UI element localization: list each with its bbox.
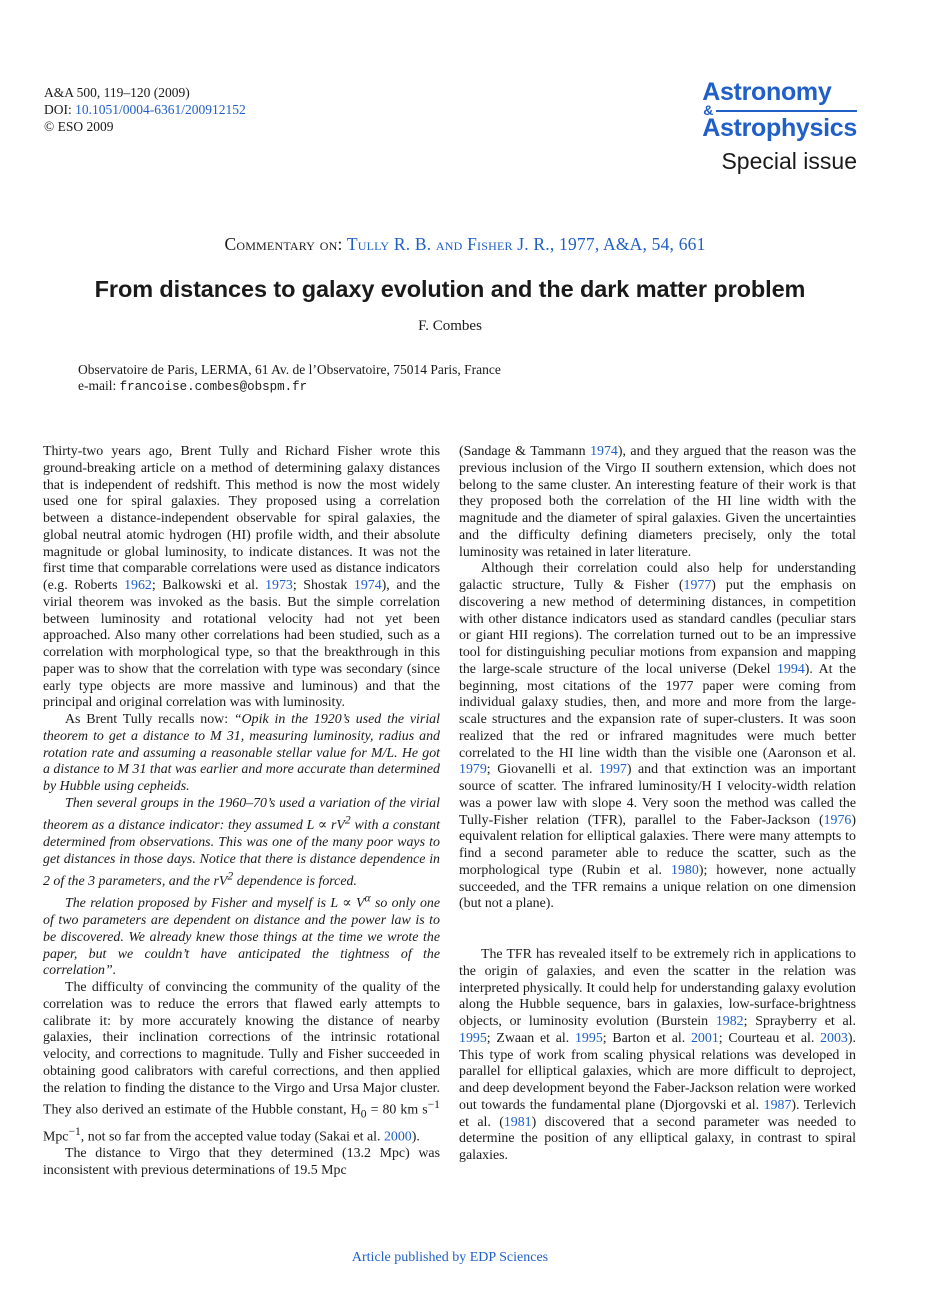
doi-label: DOI: bbox=[44, 102, 72, 117]
paragraph: Although their correlation could also help for understanding galactic structure, Tully & Fisher (1977) put the emphasis on discovering a new method of determining distances, in competition with other distance indicators used as standard candles (peculiar stars or giant HII regions). The correlation turned out to be an impressive tool for distinguishing peculiar motions from expansion and mapping the large-scale structure of the local universe (Dekel 1994). At the beginning, most citations of the 1977 paper were coming from individual galaxy studies, then, and more and more from the large-scale structures and the expansion rate of super-clusters. It was soon realized that the red or infrared magnitudes were much better correlated to the HI line width than the visible one (Aaronson et al. 1979; Giovanelli et al. 1997) and that extinction was an important source of scatter. The infrared luminosity/H I velocity-width relation was a power law with slope 4. Very soon the method was called the Tully-Fisher relation (TFR), parallel to the Faber-Jackson (1976) equivalent relation for elliptical galaxies. There were many attempts to find a second parameter able to reduce the scatter, such as the morphological type (Rubin et al. 1980); however, none actually succeeded, and the TFR remains a unique relation on one dimension (but not a plane). bbox=[459, 561, 856, 912]
logo-astronomy: Astronomy bbox=[702, 78, 832, 106]
email-line bbox=[78, 378, 501, 395]
citation-link[interactable]: 1997 bbox=[599, 762, 627, 778]
citation-link[interactable]: 1995 bbox=[574, 1030, 603, 1046]
paragraph: The difficulty of convincing the community of the quality of the correlation was to reduce the errors that flawed early attempts to calibrate it: by more accurately knowing the distance of nearby galaxies, their inclination corrections of the intrinsic rotational velocity, and corrections to magnitude. Tully and Fisher succeeded in obtaining good calibrators with careful corrections, and then applied the relation to finding the distance to the Virgo and Ursa Major cluster. They also derived an estimate of the Hubble constant, $H_0 = 80$ km $s^{-1}$ Mpc$^{-1}$, not so far from the accepted value today (Sakai et al. 2000). bbox=[43, 980, 440, 1145]
left-column bbox=[43, 444, 440, 1179]
copyright-notice: © ESO 2009 bbox=[44, 119, 114, 134]
article-title: From distances to galaxy evolution and the dark matter problem bbox=[94, 276, 806, 302]
logo-ampersand-rule bbox=[702, 102, 857, 118]
doi-link[interactable]: 10.1051/0004-6361/200912152 bbox=[75, 102, 246, 117]
citation-link[interactable]: 1974 bbox=[353, 578, 382, 593]
citation-link[interactable]: 2003 bbox=[820, 1030, 848, 1046]
logo-ampersand: & bbox=[703, 102, 714, 118]
citation-link[interactable]: 1987 bbox=[763, 1097, 792, 1113]
citation-link[interactable]: 1974 bbox=[590, 444, 618, 459]
citation-block bbox=[44, 84, 246, 135]
citation-link[interactable]: 1976 bbox=[823, 812, 852, 828]
logo-rule-line bbox=[716, 110, 857, 112]
special-issue-label: Special issue bbox=[721, 148, 857, 174]
article-author: F. Combes bbox=[418, 318, 482, 334]
quote-text: “Opik in the 1920’s used the virial theorem to get a distance to M 31, measuring luminosity, radius and rotation rate and assuming a reasonable stellar value for M/L. He got a distance to M 31 that was earlier and more accurate than determined by Hubble using cepheids. bbox=[43, 712, 440, 794]
citation-link[interactable]: 1980 bbox=[671, 862, 699, 878]
paragraph: Then several groups in the 1960–70’s used a variation of the virial theorem as a distance indicator: they assumed $L \propto rV^2$ with a constant determined from observations. This was one of the many poor ways to get distances in those days. Notice that there is distance dependence in 2 of the 3 parameters, and the $rV^2$ dependence is forced. bbox=[43, 795, 440, 889]
citation-link[interactable]: 1995 bbox=[459, 1030, 487, 1046]
doi-line bbox=[44, 101, 246, 118]
logo-astrophysics: Astrophysics bbox=[702, 114, 857, 142]
affiliation: Observatoire de Paris, LERMA, 61 Av. de l’Observatoire, 75014 Paris, France bbox=[78, 362, 501, 377]
citation-link[interactable]: 2000 bbox=[383, 1129, 412, 1145]
citation-link[interactable]: 1977 bbox=[683, 578, 712, 593]
citation-link[interactable]: 1982 bbox=[715, 1014, 744, 1029]
affiliation-block bbox=[78, 362, 501, 395]
journal-citation: A&A 500, 119–120 (2009) bbox=[44, 85, 190, 100]
publisher-link[interactable]: Article published by EDP Sciences bbox=[351, 1250, 549, 1265]
citation-link[interactable]: 1973 bbox=[265, 578, 293, 593]
citation-link[interactable]: 1981 bbox=[503, 1114, 532, 1130]
paragraph: The relation proposed by Fisher and myself is $L \propto V^\alpha$ so only one of two parameters are dependent on distance and the power law is to be discovered. We already knew those things at the time we wrote the paper, but we couldn’t have anticipated the tightness of the correlation”. bbox=[43, 891, 441, 979]
paragraph: The TFR has revealed itself to be extremely rich in applications to the origin of galaxies, and even the scatter in the relation was interpreted physically. It could help for understanding galaxy evolution along the Hubble sequence, bars in galaxies, low-surface-brightness objects, or luminosity evolution (Burstein 1982; Sprayberry et al. 1995; Zwaan et al. 1995; Barton et al. 2001; Courteau et al. 2003). This type of work from scaling physical relations was developed in parallel for elliptical galaxies, which are more difficult to deproject, and deep development beyond the Faber-Jackson relation were worked out towards the fundamental plane (Djorgovski et al. 1987). Terlevich et al. (1981) discovered that a second parameter was needed to determine the position of any elliptical galaxy, in contrast to spiral galaxies. bbox=[459, 947, 857, 1163]
citation-link[interactable]: 1979 bbox=[459, 762, 487, 778]
paragraph: Thirty-two years ago, Brent Tully and Richard Fisher wrote this ground-breaking article on a method of determining galaxy distances that is independent of redshift. This method is now the most widely used one for spiral galaxies. They proposed using a correlation between a distance-independent observable for spiral galaxies, the global neutral atomic hydrogen (HI) profile width, and their absolute magnitude or global luminosity, to indicate distances. It was not the first time that comparable correlations were used as distance indicators (e.g. Roberts 1962; Balkowski et al. 1973; Shostak 1974), and the virial theorem was invoked as the basis. But the simple correlation between luminosity and rotational velocity had not yet been approached. Also many other correlations had been studied, such as a correlation with morphological type, so that the breakthrough in this paper was to show that the correlation with type was secondary (since early type objects are more massive and luminous) and that the principal and original correlation was with luminosity. bbox=[43, 444, 440, 711]
commentary-reference-link[interactable]: Tully R. B. and Fisher J. R., 1977, A&A, 54, 661 bbox=[346, 234, 706, 254]
paragraph: (Sandage & Tammann 1974), and they argued that the reason was the previous inclusion of the Virgo II southern extension, which does not belong to the same cluster. An interesting feature of their work is that they proposed both the correlation of the HI line width with the magnitude and the diameter of spiral galaxies. Given the uncertainties and the difficulty defining diameters precisely, only the total luminosity was retained in later literature. bbox=[459, 444, 856, 560]
commentary-prefix: Commentary on: bbox=[224, 234, 343, 254]
author-email: francoise.combes@obspm.fr bbox=[119, 380, 308, 394]
paragraph: As Brent Tully recalls now: “Opik in the 1920’s used the virial theorem to get a distance to M 31, measuring luminosity, radius and rotation rate and assuming a reasonable stellar value for M/L. He got a distance to M 31 that was earlier and more accurate than determined by Hubble using cepheids. bbox=[43, 712, 440, 794]
email-label: e-mail: bbox=[78, 378, 117, 393]
publisher-footer bbox=[0, 1250, 900, 1266]
commentary-heading bbox=[0, 234, 930, 255]
journal-logo bbox=[702, 80, 857, 175]
citation-link[interactable]: 1994 bbox=[776, 661, 805, 677]
citation-link[interactable]: 2001 bbox=[690, 1030, 719, 1046]
right-column bbox=[459, 444, 856, 1165]
paragraph: The distance to Virgo that they determined (13.2 Mpc) was inconsistent with previous determinations of 19.5 Mpc bbox=[43, 1145, 440, 1178]
citation-link[interactable]: 1962 bbox=[124, 578, 152, 593]
